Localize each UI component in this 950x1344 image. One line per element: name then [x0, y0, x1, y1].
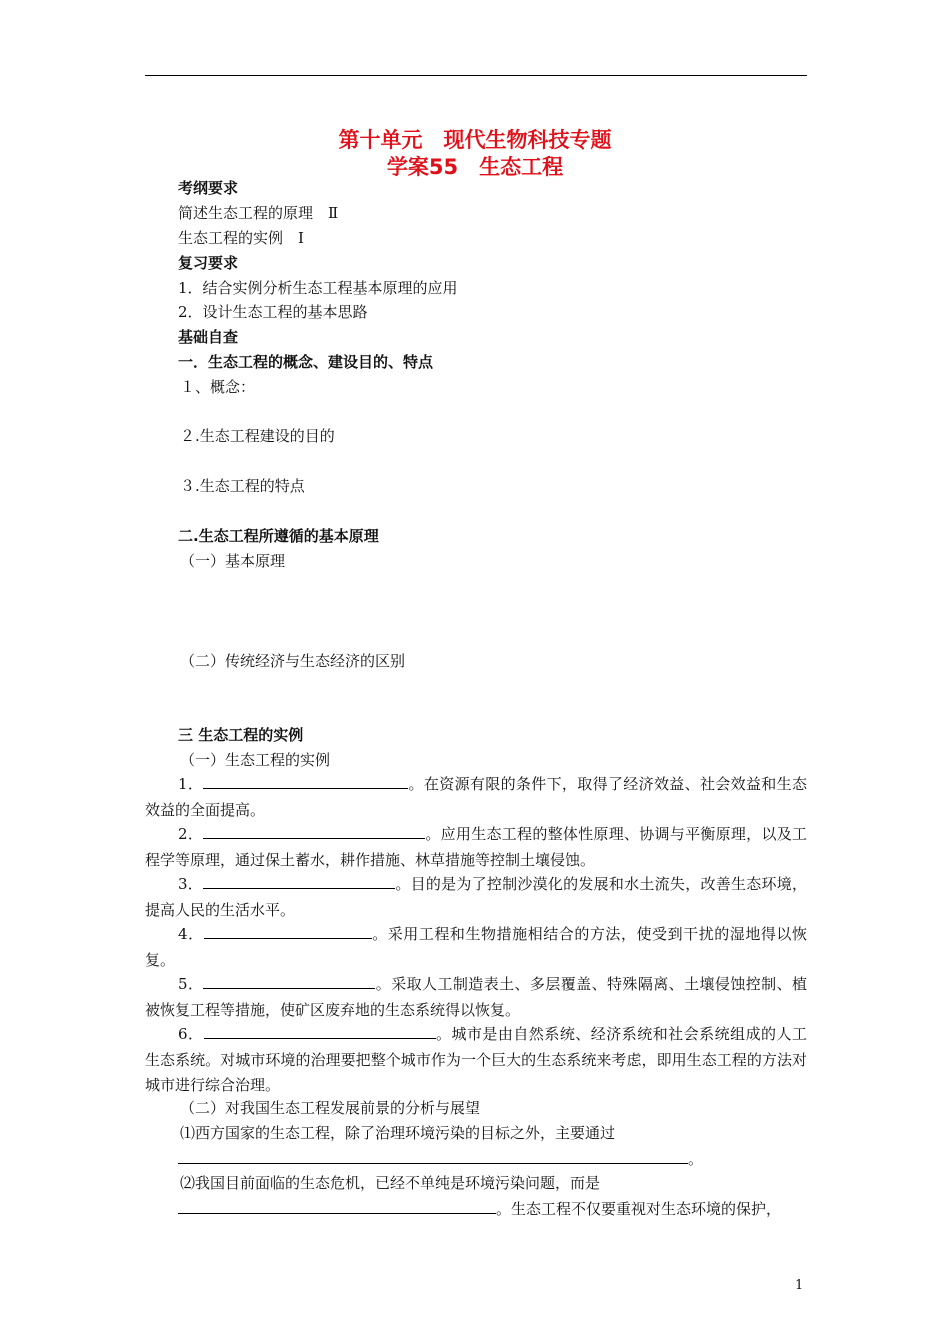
example-item-6: 6． 。城市是由自然系统、经济系统和社会系统组成的人工生态系统。对城市环境的治理要把整个城市作为一个巨大的生态系统来考虑，即用生态工程的方法对城市进行综合治理。	[145, 1025, 807, 1094]
example-item-3: 3． 。目的是为了控制沙漠化的发展和水土流失，改善生态环境，提高人民的生活水平。	[145, 875, 807, 919]
header-rule	[145, 75, 807, 76]
answer-blank[interactable]	[203, 823, 425, 839]
question-2-answer: 。生态工程不仅要重视对生态环境的保护，	[178, 1198, 781, 1219]
section-1-item-2: ２.生态工程建设的目的	[180, 427, 335, 445]
question-1-answer: 。	[178, 1148, 703, 1169]
kaogang-heading: 考纲要求	[178, 179, 239, 197]
section-2-heading: 二.生态工程所遵循的基本原理	[178, 527, 379, 545]
answer-blank[interactable]	[204, 923, 372, 939]
answer-blank[interactable]	[178, 1198, 496, 1214]
kaogang-item-1: 简述生态工程的原理 Ⅱ	[178, 204, 339, 222]
section-3-heading: 三 生态工程的实例	[178, 726, 304, 744]
example-item-4: 4． 。采用工程和生物措施相结合的方法，使受到干扰的湿地得以恢复。	[145, 925, 807, 969]
fuxi-heading: 复习要求	[178, 254, 239, 272]
example-item-5: 5． 。采取人工制造表土、多层覆盖、特殊隔离、土壤侵蚀控制、植被恢复工程等措施，使矿区废弃地的生态系统得以恢复。	[145, 975, 807, 1019]
section-1-item-3: ３.生态工程的特点	[180, 477, 305, 495]
example-item-2: 2． 。应用生态工程的整体性原理、协调与平衡原理，以及工程学等原理，通过保土蓄水，耕作措施、林草措施等控制土壤侵蚀。	[145, 825, 807, 869]
kaogang-item-2: 生态工程的实例 Ⅰ	[178, 229, 304, 247]
section-3-sub-1: （一）生态工程的实例	[180, 751, 331, 769]
jichu-heading: 基础自查	[178, 328, 239, 346]
answer-blank[interactable]	[203, 873, 395, 889]
example-item-1: 1． 。在资源有限的条件下，取得了经济效益、社会效益和生态效益的全面提高。	[145, 775, 807, 819]
answer-blank[interactable]	[203, 773, 408, 789]
section-1-item-1: １、概念：	[180, 378, 256, 396]
question-1: ⑴西方国家的生态工程，除了治理环境污染的目标之外，主要通过	[180, 1124, 616, 1142]
section-2-sub-1: （一）基本原理	[180, 552, 286, 570]
answer-blank[interactable]	[203, 973, 375, 989]
question-2: ⑵我国目前面临的生态危机，已经不单纯是环境污染问题，而是	[180, 1174, 601, 1192]
section-2-sub-2: （二）传统经济与生态经济的区别	[180, 652, 406, 670]
lesson-title: 学案55 生态工程	[386, 155, 564, 179]
answer-blank[interactable]	[178, 1148, 688, 1164]
fuxi-item-1: 1．结合实例分析生态工程基本原理的应用	[178, 279, 458, 297]
section-3-sub-2: （二）对我国生态工程发展前景的分析与展望	[180, 1099, 481, 1117]
answer-blank[interactable]	[204, 1023, 436, 1039]
page-number: 1	[795, 1278, 804, 1293]
unit-title: 第十单元 现代生物科技专题	[338, 128, 612, 152]
section-1-heading: 一．生态工程的概念、建设目的、特点	[178, 353, 434, 371]
fuxi-item-2: 2．设计生态工程的基本思路	[178, 303, 368, 321]
